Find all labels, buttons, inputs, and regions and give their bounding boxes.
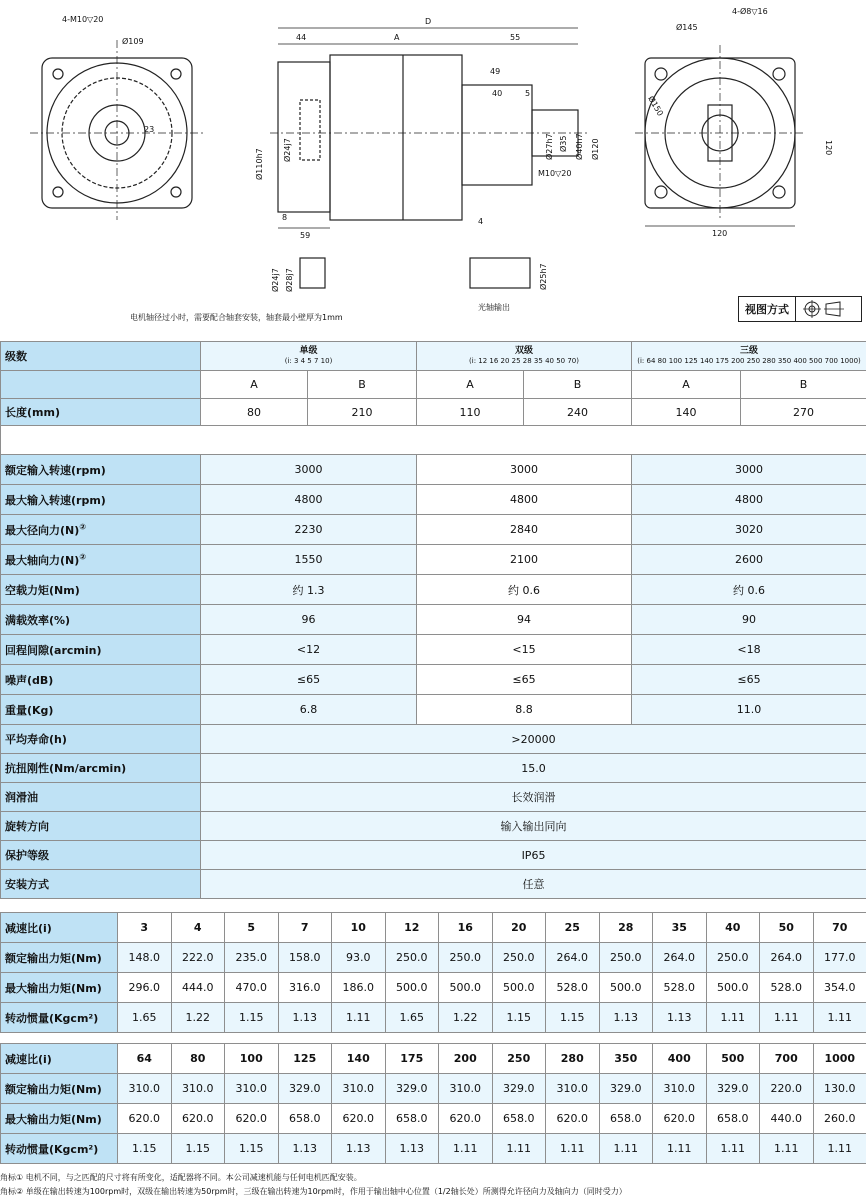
torque-cell: 620.0 [225,1104,279,1134]
spec-row [1,870,866,899]
torque-cell: 1.11 [706,1134,760,1164]
torque-cell: 620.0 [332,1104,386,1134]
torque-cell: 1.22 [171,1003,225,1033]
torque-cell: 1.11 [813,1003,866,1033]
spec-row-label: 旋转方向 [1,812,201,841]
end-hole [655,186,667,198]
torque-cell: 220.0 [760,1074,814,1104]
spec-row-label: 满载效率(%) [1,605,201,635]
torque-cell: 1.15 [118,1134,172,1164]
spec-row [1,812,866,841]
length-cell: 270 [741,399,866,426]
spacer-row [1,426,866,455]
ratio-cell: 125 [278,1044,332,1074]
torque-row-label: 转动惯量(Kgcm²) [1,1003,118,1033]
ratio-cell: 3 [118,913,172,943]
torque-cell: 316.0 [278,973,332,1003]
torque-row [1,1074,866,1104]
torque-cell: 1.11 [599,1134,653,1164]
spec-value: 3020 [632,515,866,545]
ratio-cell: 20 [492,913,546,943]
spec-value: 3000 [201,455,417,485]
torque-cell: 250.0 [599,943,653,973]
ratio-cell: 80 [171,1044,225,1074]
torque-cell: 1.11 [439,1134,493,1164]
end-label-145: Ø145 [676,23,698,32]
ab-cell: B [308,371,417,399]
spec-row [1,841,866,870]
spec-value: ≤65 [632,665,866,695]
torque-cell: 158.0 [278,943,332,973]
side-label-24: Ø24j7 [283,138,292,162]
length-cell: 110 [417,399,524,426]
side-body [330,55,462,220]
side-output-housing [462,85,532,185]
torque-cell: 235.0 [225,943,279,973]
torque-cell: 1.15 [225,1003,279,1033]
spec-value: 约 1.3 [201,575,417,605]
torque-cell: 1.22 [439,1003,493,1033]
spec-value: 6.8 [201,695,417,725]
torque-row-label: 额定输出力矩(Nm) [1,1074,118,1104]
spec-table [0,341,866,899]
shaft-sleeve-note: 电机轴径过小时，需要配合轴套安装，轴套最小壁厚为1mm [130,313,343,322]
torque-row-label: 最大输出力矩(Nm) [1,973,118,1003]
footnotes [0,1171,866,1199]
torque-cell: 250.0 [385,943,439,973]
ratio-row [1,1044,866,1074]
stage-double: 双级 (i: 12 16 20 25 28 35 40 50 70) [417,342,632,371]
torque-cell: 658.0 [385,1104,439,1134]
torque-cell: 264.0 [760,943,814,973]
torque-cell: 1.65 [385,1003,439,1033]
torque-cell: 500.0 [492,973,546,1003]
torque-cell: 620.0 [439,1104,493,1134]
spec-value: >20000 [201,725,866,754]
front-label-dia: Ø109 [122,37,144,46]
side-label-5: 5 [525,89,531,98]
ratio-cell: 500 [706,1044,760,1074]
torque-cell: 310.0 [171,1074,225,1104]
torque-cell: 1.11 [653,1134,707,1164]
torque-cell: 620.0 [171,1104,225,1134]
stage-row [1,342,866,371]
spec-row-label: 最大轴向力(N)② [1,545,201,575]
side-label-a: A [394,33,400,42]
spec-value: <12 [201,635,417,665]
torque-cell: 1.13 [653,1003,707,1033]
torque-cell: 310.0 [653,1074,707,1104]
side-label-8: 8 [282,213,288,222]
spec-value: 94 [417,605,632,635]
torque-cell: 296.0 [118,973,172,1003]
torque-cell: 222.0 [171,943,225,973]
spec-row-label: 重量(Kg) [1,695,201,725]
torque-cell: 658.0 [599,1104,653,1134]
torque-cell: 444.0 [171,973,225,1003]
torque-cell: 500.0 [706,973,760,1003]
end-hole [773,186,785,198]
torque-cell: 93.0 [332,943,386,973]
torque-cell: 1.13 [278,1134,332,1164]
spec-value: 8.8 [417,695,632,725]
front-hole [53,69,63,79]
side-label-40h7: Ø40h7 [575,133,584,160]
ratio-cell: 16 [439,913,493,943]
torque-cell: 1.15 [171,1134,225,1164]
spec-row [1,783,866,812]
ratio-cell: 1000 [813,1044,866,1074]
side-label-44: 44 [296,33,307,42]
torque-row [1,1104,866,1134]
torque-row-label: 额定输出力矩(Nm) [1,943,118,973]
spec-value: 96 [201,605,417,635]
end-label-120-h: 120 [712,229,728,238]
side-label-27: Ø27h7 [545,133,554,160]
end-hole [655,68,667,80]
shaft-label-28: Ø28j7 [285,268,294,292]
torque-cell: 528.0 [760,973,814,1003]
spec-value: 3000 [417,455,632,485]
ratio-cell: 12 [385,913,439,943]
torque-cell: 329.0 [278,1074,332,1104]
torque-cell: 310.0 [332,1074,386,1104]
spec-value: 约 0.6 [632,575,866,605]
ratio-cell: 5 [225,913,279,943]
torque-cell: 528.0 [653,973,707,1003]
spec-row [1,485,866,515]
ratio-cell: 7 [278,913,332,943]
torque-cell: 310.0 [439,1074,493,1104]
torque-cell: 250.0 [492,943,546,973]
torque-cell: 1.15 [546,1003,600,1033]
spec-row-label: 平均寿命(h) [1,725,201,754]
front-hole [53,187,63,197]
ratio-cell: 25 [546,913,600,943]
side-label-35: Ø35 [559,135,568,152]
torque-cell: 620.0 [546,1104,600,1134]
spec-row-label: 最大输入转速(rpm) [1,485,201,515]
length-cell: 80 [201,399,308,426]
torque-cell: 1.11 [332,1003,386,1033]
torque-row [1,973,866,1003]
torque-cell: 1.11 [546,1134,600,1164]
footnote-mark: ② [79,521,87,531]
torque-cell: 440.0 [760,1104,814,1134]
torque-cell: 260.0 [813,1104,866,1134]
stage-single: 单级 (i: 3 4 5 7 10) [201,342,417,371]
ratio-cell: 10 [332,913,386,943]
ratio-cell: 350 [599,1044,653,1074]
spec-value: 11.0 [632,695,866,725]
spec-value: 4800 [201,485,417,515]
spec-value: IP65 [201,841,866,870]
torque-cell: 1.11 [813,1134,866,1164]
side-label-110: Ø110h7 [255,148,264,180]
spec-row [1,754,866,783]
spec-value: 约 0.6 [417,575,632,605]
torque-row-label: 转动惯量(Kgcm²) [1,1134,118,1164]
torque-cell: 658.0 [706,1104,760,1134]
spec-row-label: 抗扭刚性(Nm/arcmin) [1,754,201,783]
length-cell: 240 [524,399,632,426]
spec-value: 90 [632,605,866,635]
torque-cell: 1.65 [118,1003,172,1033]
length-label: 长度(mm) [1,399,201,426]
side-label-m10: M10▽20 [538,169,572,178]
spacer-cell [1,426,866,455]
torque-row [1,1003,866,1033]
ratio-cell: 35 [653,913,707,943]
torque-cell: 250.0 [439,943,493,973]
torque-cell: 1.15 [225,1134,279,1164]
end-hole [773,68,785,80]
end-label-150: Ø150 [646,94,665,118]
drawing-svg [0,0,866,330]
smooth-shaft-detail [470,258,530,288]
ratio-cell: 100 [225,1044,279,1074]
ratio-cell: 4 [171,913,225,943]
side-label-55: 55 [510,33,521,42]
ratio-cell: 64 [118,1044,172,1074]
keyed-shaft-detail [300,258,325,288]
torque-cell: 177.0 [813,943,866,973]
spec-row [1,725,866,754]
ratio-cell: 50 [760,913,814,943]
torque-cell: 264.0 [653,943,707,973]
spec-row-label: 噪声(dB) [1,665,201,695]
torque-cell: 1.13 [332,1134,386,1164]
front-label-23: 23 [144,125,155,134]
ab-cell: A [632,371,741,399]
side-label-49: 49 [490,67,501,76]
length-cell: 210 [308,399,417,426]
spec-value: <15 [417,635,632,665]
torque-cell: 500.0 [599,973,653,1003]
footnote-2: 角标② 单级在输出转速为100rpm时，双级在输出转速为50rpm时，三级在输出转速为10rpm时，作用于输出轴中心位置（1/2轴长处）所测得允许径向力及轴向力（同时受力） [0,1187,627,1196]
spec-row [1,515,866,545]
ratio-table-1 [0,912,866,1033]
spec-value: 4800 [632,485,866,515]
torque-cell: 329.0 [385,1074,439,1104]
spec-value: 1550 [201,545,417,575]
ratio-cell: 400 [653,1044,707,1074]
torque-cell: 329.0 [706,1074,760,1104]
side-label-4: 4 [478,217,484,226]
ratio-label: 减速比(i) [1,1044,118,1074]
torque-cell: 250.0 [706,943,760,973]
spec-value: 任意 [201,870,866,899]
spec-row [1,455,866,485]
torque-cell: 658.0 [492,1104,546,1134]
torque-cell: 264.0 [546,943,600,973]
ratio-cell: 200 [439,1044,493,1074]
side-adapter [278,62,330,212]
torque-row [1,1134,866,1164]
torque-cell: 528.0 [546,973,600,1003]
spec-value: 15.0 [201,754,866,783]
ratio-row [1,913,866,943]
torque-cell: 620.0 [118,1104,172,1134]
ratio-cell: 280 [546,1044,600,1074]
torque-cell: 1.13 [385,1134,439,1164]
torque-cell: 1.11 [492,1134,546,1164]
ratio-cell: 70 [813,913,866,943]
side-label-40: 40 [492,89,503,98]
spec-row [1,575,866,605]
ab-cell: A [201,371,308,399]
ratio-label: 减速比(i) [1,913,118,943]
ratio-cell: 28 [599,913,653,943]
ratio-cell: 250 [492,1044,546,1074]
stage-triple: 三级 (i: 64 80 100 125 140 175 200 250 280 350 400 500 700 1000) [632,342,866,371]
length-row [1,399,866,426]
torque-cell: 1.15 [492,1003,546,1033]
footnote-1: 角标① 电机不同，与之匹配的尺寸将有所变化，适配器将不同。本公司减速机能与任何电机匹配安装。 [0,1173,362,1182]
spec-value: <18 [632,635,866,665]
ratio-cell: 175 [385,1044,439,1074]
torque-cell: 354.0 [813,973,866,1003]
view-mode-label: 视图方式 [739,297,796,321]
torque-cell: 470.0 [225,973,279,1003]
torque-cell: 329.0 [492,1074,546,1104]
spec-row [1,695,866,725]
ratio-cell: 140 [332,1044,386,1074]
side-label-d: D [425,17,432,26]
torque-cell: 620.0 [653,1104,707,1134]
spec-value: 2230 [201,515,417,545]
ab-cell: A [417,371,524,399]
length-cell: 140 [632,399,741,426]
torque-cell: 1.11 [760,1003,814,1033]
torque-cell: 1.13 [599,1003,653,1033]
shaft-label-24: Ø24j7 [271,268,280,292]
spec-row [1,605,866,635]
torque-cell: 500.0 [385,973,439,1003]
side-label-59: 59 [300,231,311,240]
torque-cell: 329.0 [599,1074,653,1104]
stage-header: 级数 [1,342,201,371]
ab-cell: B [524,371,632,399]
torque-row-label: 最大输出力矩(Nm) [1,1104,118,1134]
torque-cell: 310.0 [225,1074,279,1104]
side-label-120: Ø120 [591,138,600,160]
torque-cell: 130.0 [813,1074,866,1104]
spec-value: 2840 [417,515,632,545]
spec-value: 2600 [632,545,866,575]
torque-cell: 1.11 [706,1003,760,1033]
ratio-cell: 700 [760,1044,814,1074]
front-hole [171,187,181,197]
footnote-mark: ② [79,551,87,561]
spec-row-label: 最大径向力(N)② [1,515,201,545]
side-input-bore [300,100,320,160]
spec-value: 3000 [632,455,866,485]
spec-row-label: 安装方式 [1,870,201,899]
ab-row [1,371,866,399]
spec-value: 输入输出同向 [201,812,866,841]
torque-cell: 186.0 [332,973,386,1003]
spec-row-label: 润滑油 [1,783,201,812]
spec-row [1,665,866,695]
front-hole [171,69,181,79]
torque-cell: 1.13 [278,1003,332,1033]
torque-cell: 310.0 [118,1074,172,1104]
spec-value: ≤65 [417,665,632,695]
ratio-table-2 [0,1043,866,1164]
spec-value: 2100 [417,545,632,575]
end-label-holes: 4-Ø8▽16 [732,7,768,16]
spec-row-label: 回程间隙(arcmin) [1,635,201,665]
torque-cell: 148.0 [118,943,172,973]
shaft-label-25: Ø25h7 [539,263,548,290]
torque-cell: 658.0 [278,1104,332,1134]
spec-value: ≤65 [201,665,417,695]
torque-cell: 1.11 [760,1134,814,1164]
torque-cell: 500.0 [439,973,493,1003]
spec-row-label: 空载力矩(Nm) [1,575,201,605]
spec-value: 长效润滑 [201,783,866,812]
torque-cell: 310.0 [546,1074,600,1104]
ab-header [1,371,201,399]
spec-row-label: 额定输入转速(rpm) [1,455,201,485]
smooth-shaft-label: 光轴输出 [478,303,510,312]
technical-drawing [0,0,866,330]
spec-value: 4800 [417,485,632,515]
ab-cell: B [741,371,866,399]
front-label-holes: 4-M10▽20 [62,15,104,24]
projection-symbol-icon [802,300,846,318]
spec-row [1,635,866,665]
spec-row [1,545,866,575]
torque-row [1,943,866,973]
view-mode-box [738,296,862,322]
spec-row-label: 保护等级 [1,841,201,870]
end-label-120-v: 120 [824,140,833,156]
ratio-cell: 40 [706,913,760,943]
